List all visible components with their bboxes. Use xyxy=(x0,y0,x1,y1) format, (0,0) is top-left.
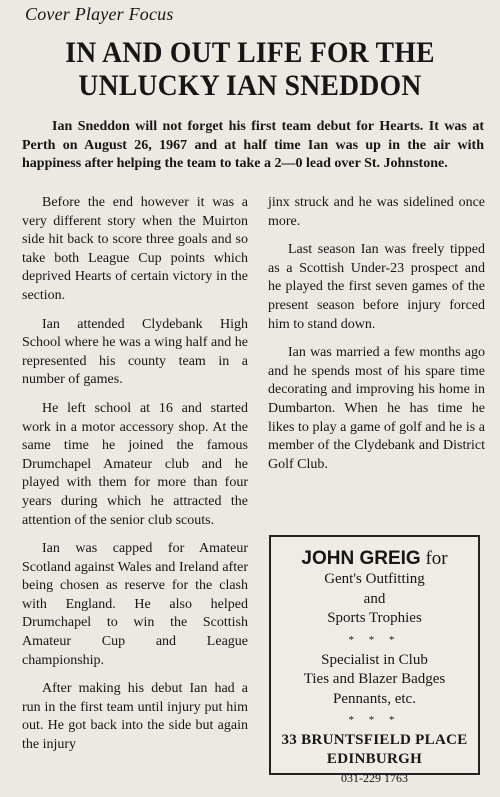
ad-line: Specialist in Club xyxy=(321,651,428,668)
ad-address-street: 33 BRUNTSFIELD PLACE xyxy=(281,732,468,748)
ad-phone: 031-229 1763 xyxy=(341,771,408,785)
paragraph: Ian was capped for Amateur Scotland against Wales and Ireland after being chosen as reserve for the clash with England. He also helped Drumchapel to win the Scottish Amateur Cup and League championship. xyxy=(22,541,248,668)
paragraph: Ian was married a few months ago and he spends most of his spare time decorating and improving his home in Dumbarton. When he has time he likes to play a game of golf and he is a member of the Clydebank and District Golf Club. xyxy=(268,345,485,472)
ad-brand-name: JOHN GREIG xyxy=(301,548,421,569)
ad-stars-divider: * * * xyxy=(348,633,401,646)
article-headline xyxy=(29,36,471,102)
ad-line: and xyxy=(363,590,386,607)
advertisement-box xyxy=(269,535,480,785)
headline-line-1: IN AND OUT LIFE FOR THE xyxy=(65,36,435,69)
ad-address-city: EDINBURGH xyxy=(326,751,423,767)
paragraph: After making his debut Ian had a run in the first team until injury put him out. He got back into the side but again the injury xyxy=(22,681,248,753)
paragraph: jinx struck and he was sidelined once more. xyxy=(268,195,485,229)
ad-line: Ties and Blazer Badges xyxy=(303,671,446,687)
ad-stars-divider: * * * xyxy=(348,714,401,726)
ad-line: Pennants, etc. xyxy=(333,690,416,707)
ad-line: Gent's Outfitting xyxy=(324,571,425,587)
paragraph: Last season Ian was freely tipped as a Scottish Under-23 prospect and he played the first seven games of the present season before injury forced him to stand down. xyxy=(268,242,485,332)
ad-brand-suffix: for xyxy=(425,548,448,569)
ad-line: Sports Trophies xyxy=(327,610,422,626)
paragraph: Ian attended Clydebank High School where he was a wing half and he represented his county team in a number of games. xyxy=(22,316,248,388)
paragraph: He left school at 16 and started work in a motor accessory shop. At the same time he joined the famous Drumchapel Amateur club and he played with them for more than four years during which he attracted the attention of the senior club scouts. xyxy=(22,400,248,528)
section-kicker: Cover Player Focus xyxy=(25,4,174,24)
ad-brand xyxy=(271,548,478,570)
headline-line-2: UNLUCKY IAN SNEDDON xyxy=(78,69,422,102)
paragraph: Before the end however it was a very different story when the Muirton side hit back to score three goals and so take both League Cup points which deprived Hearts of certain victory in the section. xyxy=(22,195,248,303)
article-lede: Ian Sneddon will not forget his first team debut for Hearts. It was at Perth on August 26, 1967 and at half time Ian was up in the air with happiness after helping the team to take a 2—0 lead over St. Johnstone. xyxy=(22,119,484,171)
article-column-left xyxy=(22,194,248,765)
article-column-right xyxy=(268,194,485,484)
